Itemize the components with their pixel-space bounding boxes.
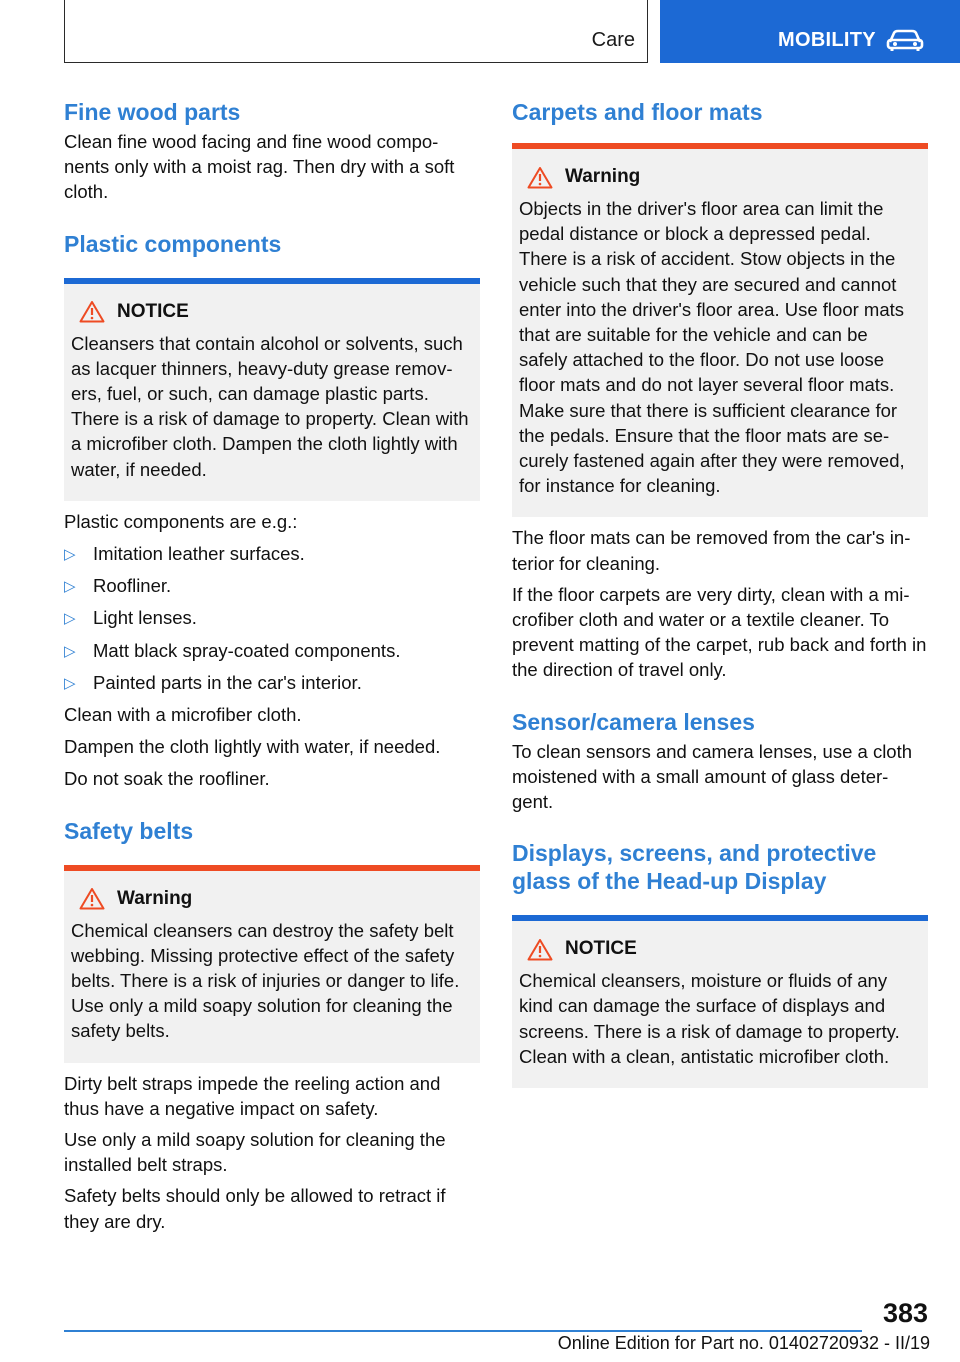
warning-triangle-icon bbox=[79, 300, 105, 323]
notice-title: NOTICE bbox=[117, 300, 189, 322]
heading-displays: Displays, screens, and protective glass of the Head-up Display bbox=[512, 840, 877, 895]
warning-header bbox=[71, 885, 473, 913]
warning-box-carpets bbox=[512, 143, 928, 517]
plastic-after-2: Dampen the cloth lightly with water, if needed. bbox=[64, 736, 441, 758]
header-section-box bbox=[64, 0, 648, 63]
text-sensor: To clean sensors and camera lenses, use a cloth moistened with a small amount of glass deter-gent. bbox=[512, 740, 913, 813]
belts-paragraph-3: Safety belts should only be allowed to retract if they are dry. bbox=[64, 1185, 446, 1232]
header-section-title: Care bbox=[591, 29, 635, 51]
bullet-triangle-icon: ▷ bbox=[64, 610, 76, 628]
bullet-triangle-icon: ▷ bbox=[64, 642, 76, 660]
warning-title: Warning bbox=[117, 887, 193, 909]
notice-box-plastic bbox=[64, 278, 480, 501]
warning-triangle-icon bbox=[79, 887, 105, 910]
carpets-paragraph-1: The floor mats can be removed from the car's in-terior for cleaning. bbox=[512, 527, 911, 574]
plastic-list bbox=[64, 541, 480, 695]
heading-fine-wood: Fine wood parts bbox=[64, 99, 241, 125]
right-column bbox=[512, 98, 928, 1088]
heading-safety-belts: Safety belts bbox=[64, 817, 194, 844]
plastic-after-3: Do not soak the roofliner. bbox=[64, 768, 270, 790]
warning-box-belts bbox=[64, 865, 480, 1063]
list-item: ▷ Matt black spray-coated components. bbox=[64, 638, 480, 663]
notice-text: Chemical cleansers, moisture or fluids of any kind can damage the surface of displays and screens. There is a risk of damage to property. Clean with a clean, antistatic microfiber cloth. bbox=[519, 970, 900, 1067]
warning-text: Chemical cleansers can destroy the safety belt webbing. Missing protective effect of the safety belts. There is a risk of injuries or danger to life. Use only a mild soapy solution for cleaning the safety belts. bbox=[71, 919, 460, 1042]
notice-title: NOTICE bbox=[565, 938, 637, 960]
notice-text: Cleansers that contain alcohol or solvents, such as lacquer thinners, heavy-duty grease remov-ers, fuel, or such, can damage plastic parts. There is a risk of damage to property. Clean with a microfiber cloth. Dampen the cloth lightly with water, if needed. bbox=[71, 332, 469, 480]
notice-box-displays bbox=[512, 915, 928, 1088]
warning-triangle-icon bbox=[527, 938, 553, 961]
belts-paragraph-1: Dirty belt straps impede the reeling action and thus have a negative impact on safety. bbox=[64, 1072, 441, 1119]
heading-sensor: Sensor/camera lenses bbox=[512, 708, 755, 735]
header-tab-label: MOBILITY bbox=[778, 29, 876, 51]
warning-text: Objects in the driver's floor area can limit the pedal distance or block a depressed pedal. There is a risk of accident. Stow objects in the vehicle such that they are secured and cannot enter into the driver's floor area. Use floor mats that are suitable for the vehicle and can be safely attached to the floor. Do not use loose floor mats and do not layer several floor mats. Make sure that there is sufficient clearance for the pedals. Ensure that the floor mats are se-curely fastened again after they were removed, for instance for cleaning. bbox=[519, 198, 905, 497]
carpets-paragraph-2: If the floor carpets are very dirty, clean with a mi-crofiber cloth and water or a textile cleaner. To prevent matting of the carpet, rub back and forth in the direction of travel only. bbox=[512, 583, 927, 681]
belts-paragraph-2: Use only a mild soapy solution for cleaning the installed belt straps. bbox=[64, 1129, 446, 1176]
left-column bbox=[64, 98, 480, 1234]
heading-plastic: Plastic components bbox=[64, 230, 282, 257]
list-item: ▷ Roofliner. bbox=[64, 573, 480, 598]
warning-title: Warning bbox=[565, 166, 641, 187]
warning-header bbox=[519, 163, 921, 191]
list-item: ▷ Painted parts in the car's interior. bbox=[64, 670, 480, 695]
warning-triangle-icon bbox=[527, 166, 553, 189]
bullet-triangle-icon: ▷ bbox=[64, 546, 76, 564]
page-number: 383 bbox=[882, 1298, 928, 1328]
footer-edition: Online Edition for Part no. 01402720932 - II/19 bbox=[557, 1333, 930, 1353]
plastic-intro: Plastic components are e.g.: bbox=[64, 510, 298, 532]
notice-header bbox=[71, 298, 473, 326]
footer-divider bbox=[64, 1330, 862, 1332]
text-fine-wood: Clean fine wood facing and fine wood compo-nents only with a moist rag. Then dry with a soft cloth. bbox=[64, 131, 455, 203]
heading-carpets: Carpets and floor mats bbox=[512, 99, 763, 125]
list-item: ▷ Imitation leather surfaces. bbox=[64, 541, 480, 566]
bullet-triangle-icon: ▷ bbox=[64, 674, 76, 692]
bullet-triangle-icon: ▷ bbox=[64, 578, 76, 596]
notice-header bbox=[519, 935, 921, 963]
list-item: ▷ Light lenses. bbox=[64, 605, 480, 630]
header-tab-mobility[interactable] bbox=[660, 0, 960, 63]
plastic-after-1: Clean with a microfiber cloth. bbox=[64, 704, 302, 726]
car-icon bbox=[886, 26, 924, 52]
